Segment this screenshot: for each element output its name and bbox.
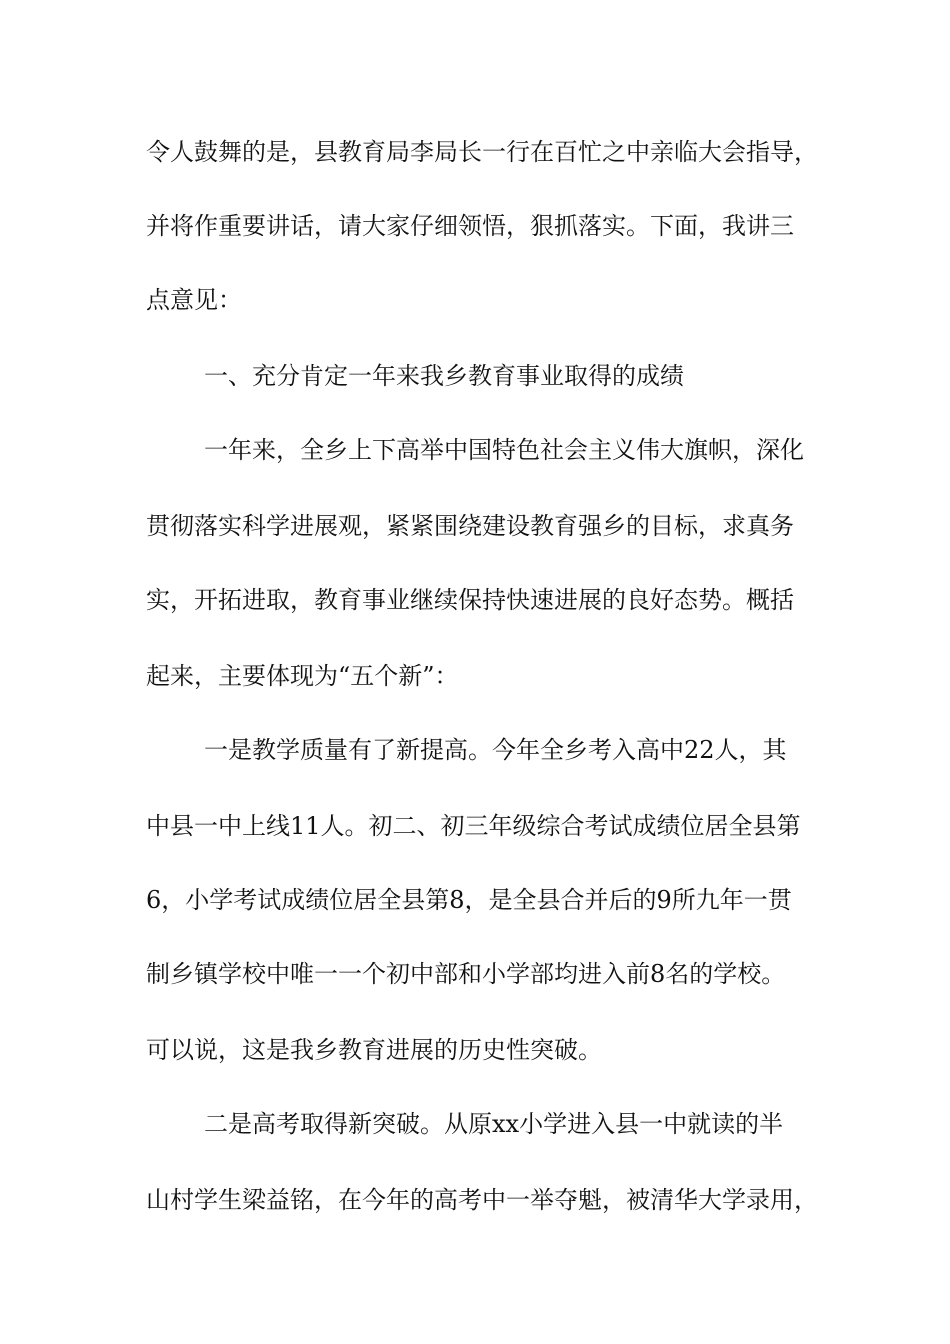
paragraph-first-line: 二是高考取得新突破。从原xx小学进入县一中就读的半 [204, 1110, 784, 1138]
body-text-line: 可以说，这是我乡教育进展的历史性突破。 [146, 1036, 602, 1064]
body-text-line: 点意见： [146, 286, 242, 314]
body-text-line: 并将作重要讲话，请大家仔细领悟，狠抓落实。下面，我讲三 [146, 212, 794, 240]
section-heading: 一、充分肯定一年来我乡教育事业取得的成绩 [204, 362, 684, 390]
paragraph-first-line: 一年来，全乡上下高举中国特色社会主义伟大旗帜，深化 [204, 436, 804, 464]
body-text-line: 制乡镇学校中唯一一个初中部和小学部均进入前8名的学校。 [146, 960, 786, 988]
body-text-line: 令人鼓舞的是，县教育局李局长一行在百忙之中亲临大会指导， [146, 138, 818, 166]
body-text-line: 6，小学考试成绩位居全县第8，是全县合并后的9所九年一贯 [146, 886, 792, 914]
body-text-line: 中县一中上线11人。初二、初三年级综合考试成绩位居全县第 [146, 812, 801, 840]
body-text-line: 贯彻落实科学进展观，紧紧围绕建设教育强乡的目标，求真务 [146, 512, 794, 540]
body-text-line: 山村学生梁益铭，在今年的高考中一举夺魁，被清华大学录用， [146, 1186, 818, 1214]
paragraph-first-line: 一是教学质量有了新提高。今年全乡考入高中22人，其 [204, 736, 787, 764]
body-text-line: 起来，主要体现为“五个新”： [146, 662, 459, 690]
body-text-line: 实，开拓进取，教育事业继续保持快速进展的良好态势。概括 [146, 586, 794, 614]
